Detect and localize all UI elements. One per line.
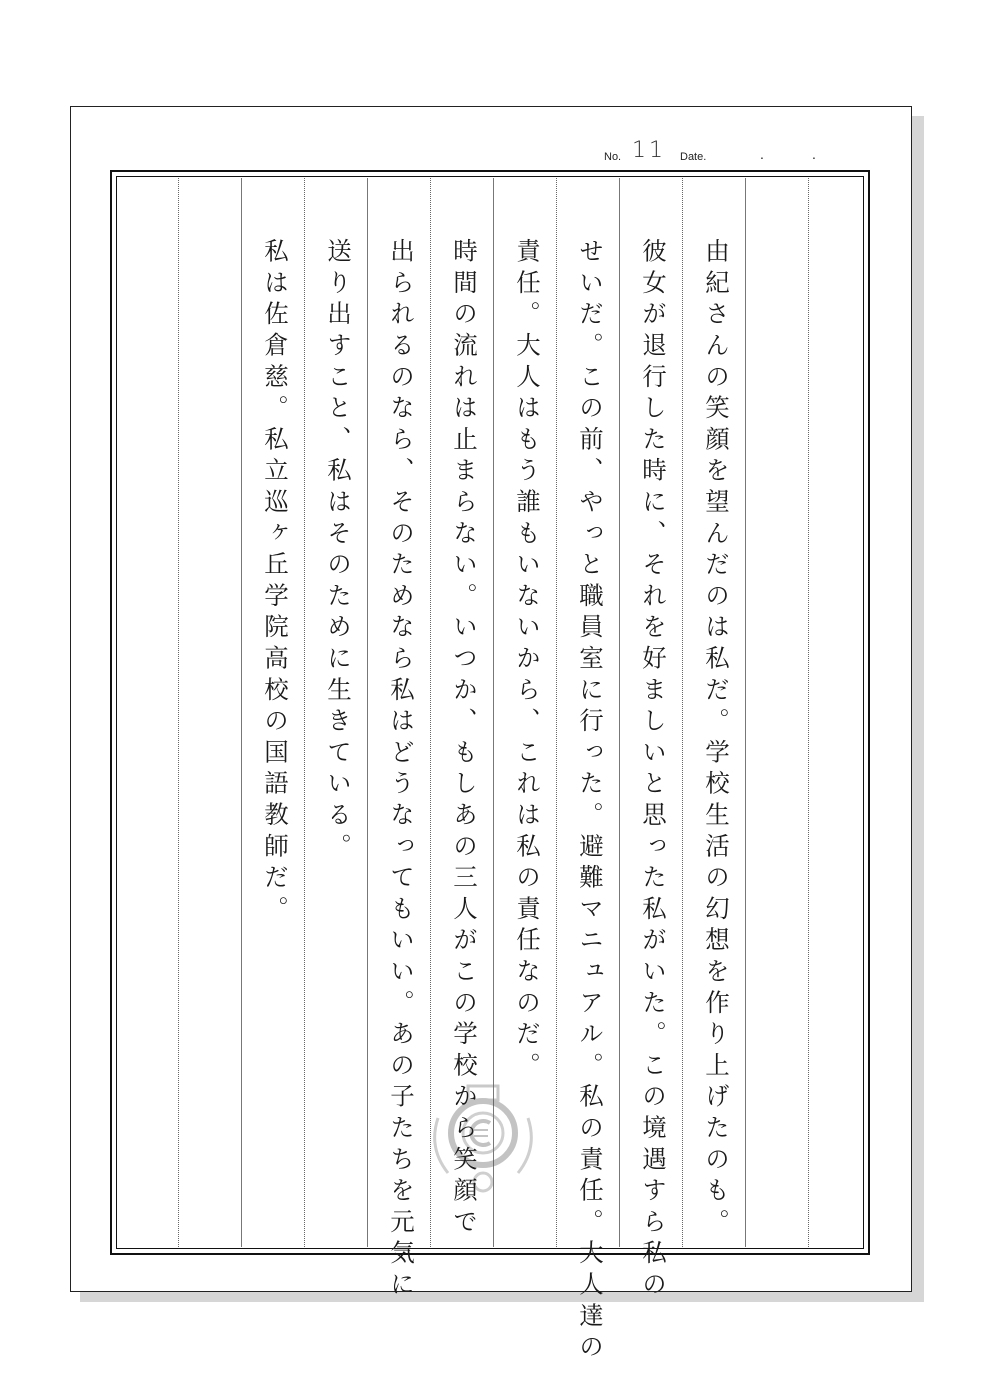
column-rule — [745, 178, 746, 1247]
column-rule — [556, 178, 557, 1247]
column-rule — [682, 178, 683, 1247]
text-line-4: 責任。大人はもう誰もいないから、これは私の責任なのだ。 — [513, 238, 542, 1084]
text-line-1: 由紀さんの笑顔を望んだのは私だ。学校生活の幻想を作り上げたのも。 — [702, 238, 731, 1240]
text-line-6: 出られるのなら、そのためなら私はどうなってもいい。あの子たちを元気に — [387, 238, 416, 1303]
text-line-5: 時間の流れは止まらない。いつか、もしあの三人がこの学校から笑顔で — [450, 238, 479, 1240]
column-rule — [241, 178, 242, 1247]
date-label: Date. — [680, 151, 707, 163]
text-line-8: 私は佐倉慈。私立巡ヶ丘学院高校の国語教師だ。 — [261, 238, 290, 927]
column-rule — [808, 178, 809, 1247]
text-line-7: 送り出すこと、私はそのために生きている。 — [324, 238, 353, 864]
text-line-2: 彼女が退行した時に、それを好ましいと思った私がいた。この境遇すら私の — [639, 238, 668, 1303]
date-separator: . — [812, 146, 816, 162]
date-separator: . — [760, 146, 764, 162]
page-number: 11 — [632, 138, 666, 163]
column-rule — [367, 178, 368, 1247]
column-rule — [304, 178, 305, 1247]
number-label: No. — [604, 151, 622, 163]
column-rule — [178, 178, 179, 1247]
page-header — [604, 140, 864, 170]
text-line-3: せいだ。この前、やっと職員室に行った。避難マニュアル。私の責任。大人達の — [576, 238, 605, 1365]
column-rule — [619, 178, 620, 1247]
